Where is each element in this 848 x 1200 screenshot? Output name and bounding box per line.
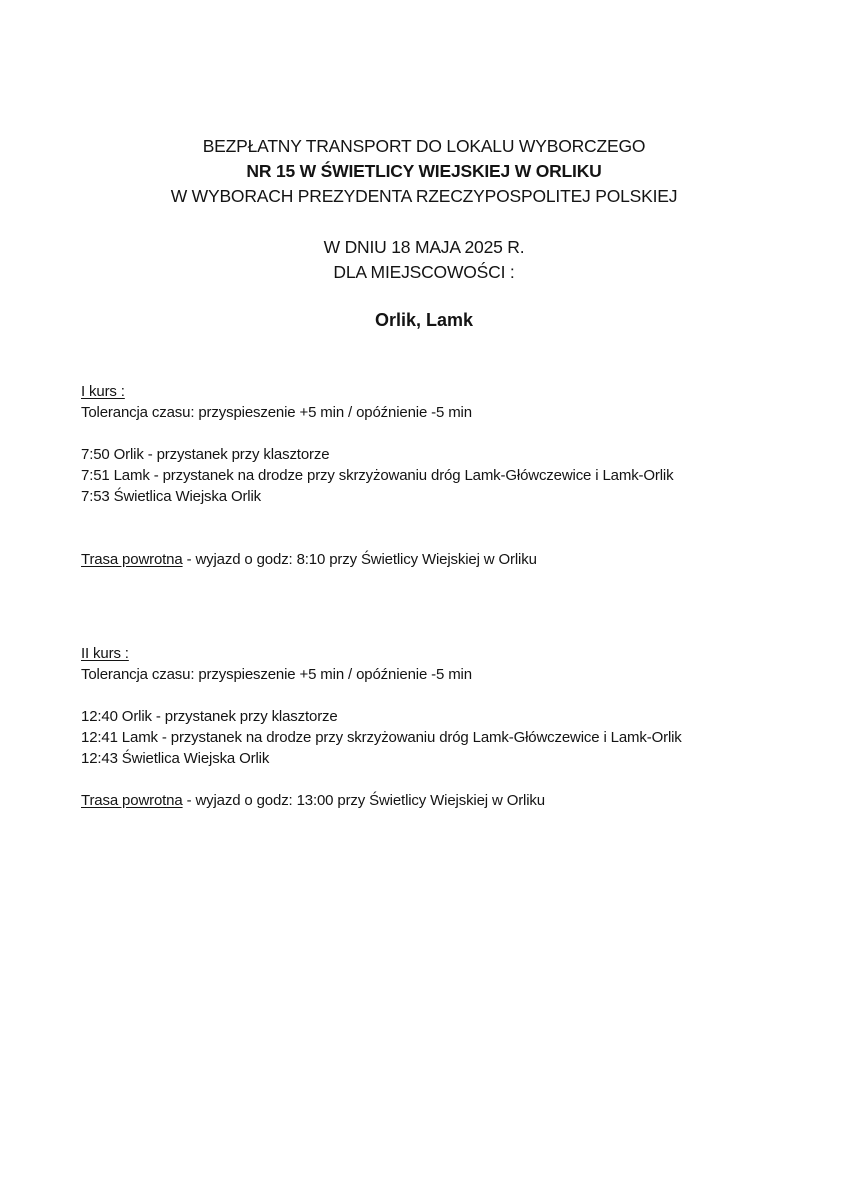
date-block [0,235,848,285]
places-list: Orlik, Lamk [374,310,474,330]
heading-line-3: W WYBORACH PREZYDENTA RZECZYPOSPOLITEJ POLSKIEJ [170,186,678,206]
for-places-label: DLA MIEJSCOWOŚCI : [333,262,515,282]
stop-item: 7:50 Orlik - przystanek przy klasztorze [81,446,330,463]
course-tolerance: Tolerancja czasu: przyspieszenie +5 min / opóźnienie -5 min [81,404,472,421]
return-route-label: Trasa powrotna [81,551,183,568]
spacer [81,423,673,444]
return-route-text: - wyjazd o godz: 8:10 przy Świetlicy Wiejskiej w Orliku [182,551,537,568]
heading-line-2: NR 15 W ŚWIETLICY WIEJSKIEJ W ORLIKU [246,161,602,181]
course-title: I kurs : [81,383,125,400]
course-1-return [81,549,537,570]
course-2-return [81,790,545,811]
spacer [81,685,682,706]
course-2 [81,643,682,769]
stop-item: 7:53 Świetlica Wiejska Orlik [81,488,262,505]
stop-item: 12:40 Orlik - przystanek przy klasztorze [81,708,338,725]
course-tolerance: Tolerancja czasu: przyspieszenie +5 min / opóźnienie -5 min [81,666,472,683]
return-route-label: Trasa powrotna [81,792,183,809]
return-route-text: - wyjazd o godz: 13:00 przy Świetlicy Wiejskiej w Orliku [182,792,545,809]
election-date: W DNIU 18 MAJA 2025 R. [323,237,525,257]
course-1 [81,381,673,507]
course-title: II kurs : [81,645,129,662]
heading-line-1: BEZPŁATNY TRANSPORT DO LOKALU WYBORCZEGO [202,136,646,156]
document-heading [0,134,848,209]
stop-item: 7:51 Lamk - przystanek na drodze przy skrzyżowaniu dróg Lamk-Główczewice i Lamk-Orlik [81,467,674,484]
stop-item: 12:43 Świetlica Wiejska Orlik [81,750,270,767]
stop-item: 12:41 Lamk - przystanek na drodze przy skrzyżowaniu dróg Lamk-Główczewice i Lamk-Orlik [81,729,682,746]
